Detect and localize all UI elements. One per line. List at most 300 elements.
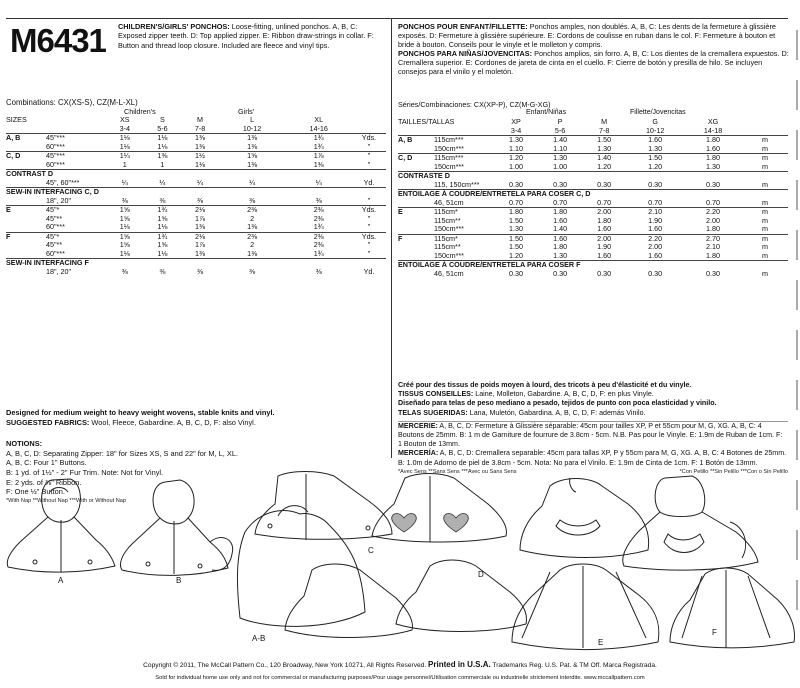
yardage-value: 1.80: [553, 242, 568, 251]
yardage-value: ¼: [159, 177, 166, 187]
yardage-value: 1.40: [582, 154, 626, 163]
section-label: SEW-IN INTERFACING C, D: [6, 188, 386, 197]
yardage-value: 1.90: [597, 242, 612, 251]
left-notion-item: F: One ½" Button.: [6, 487, 65, 497]
unit: ": [367, 248, 371, 258]
fabric-width: 150cm***: [434, 143, 464, 153]
yardage-value: 0.30: [648, 179, 663, 189]
yardage-value: 1⅛: [106, 134, 144, 143]
view-d-back-drawing: [396, 560, 526, 632]
fabric-width: 45", 60"***: [46, 177, 80, 187]
fabric-width: 45"***: [40, 152, 106, 161]
view-label: F: [6, 232, 40, 241]
size-cell: XP: [511, 117, 521, 126]
unit: ": [367, 222, 371, 231]
view-illustrations: [0, 462, 800, 662]
yardage-value: 1.80: [706, 250, 721, 260]
view-e-back-drawing: [512, 564, 659, 650]
yardage-value: ⅜: [249, 266, 256, 276]
right-size-groups: [398, 109, 788, 118]
yardage-value: 0.70: [706, 197, 721, 207]
trademark-text: Trademarks Reg. U.S. Pat. & TM Off. Marca Registrada.: [492, 662, 657, 669]
unit: Yd.: [363, 177, 375, 187]
yardage-value: 1¾: [313, 141, 324, 151]
yardage-value: 2.20: [684, 208, 742, 217]
yardage-value: 1.30: [648, 143, 663, 153]
left-yardage: [6, 98, 386, 276]
ponchos-line-art: [0, 462, 800, 662]
size-cell: XG: [707, 117, 719, 126]
copyright-line: [0, 660, 800, 669]
yardage-value: 1.80: [706, 224, 721, 233]
fabric-width: 18", 20": [46, 195, 72, 205]
yardage-value: 1.80: [538, 208, 582, 217]
french-desc-title: PONCHOS POUR ENFANT/FILLETTE:: [398, 22, 528, 31]
view-label: A, B: [6, 134, 40, 143]
yardage-value: 1⅝: [157, 213, 168, 223]
yardage-value: 1.50: [494, 234, 538, 243]
yardage-value: 1⅜: [195, 222, 206, 231]
unit: m: [742, 154, 788, 163]
yardage-value: 2: [250, 213, 255, 223]
english-description: [118, 22, 384, 50]
yardage-value: 1⅞: [195, 240, 206, 249]
yardage-row: [6, 223, 386, 232]
view-b-drawing: [120, 480, 232, 575]
view-label-a: A: [58, 576, 64, 585]
yardage-value: 1⅛: [195, 159, 206, 169]
yardage-value: ¼: [197, 177, 204, 187]
size-cell: XS: [120, 115, 130, 124]
yardage-value: 1⅛: [157, 248, 168, 258]
yardage-value: 1¾: [313, 222, 324, 231]
right-descriptions: [398, 22, 790, 77]
left-nap-legend: *With Nap **Without Nap ***With or Without Nap: [6, 497, 127, 504]
yardage-value: 1.60: [626, 136, 684, 145]
yardage-value: 1⅜: [247, 222, 258, 231]
es-designed-note: Diseñado para telas de peso mediano a pesado, tejidos de punto con poca elasticidad y vinilo.: [398, 399, 717, 408]
yardage-value: 1⅝: [119, 213, 130, 223]
yardage-value: 2⅜: [313, 240, 324, 249]
yardage-value: ⅜: [197, 195, 204, 205]
unit: Yds.: [352, 206, 386, 215]
view-f-back-drawing: [670, 568, 794, 648]
view-label: F: [398, 234, 428, 243]
yardage-row: [6, 268, 386, 277]
yardage-value: 1.60: [706, 143, 721, 153]
yardage-value: 1⅝: [119, 240, 130, 249]
yardage-value: 1.10: [509, 143, 524, 153]
yardage-value: 1¾: [144, 206, 182, 215]
es-notions: A, B, C, D: Cremallera separable: 45cm para tallas XP, P y 55cm para M, G, XG. A, B, C: 4 Botones de 25mm. B: 1.0m de Adorno de piel de 3.8cm - 5cm. Nota: No para el Vinilo. E: 1.9m de Cinta de 1cm. F: 1 Botón de 13mm.: [398, 449, 787, 467]
yardage-value: 2.70: [684, 234, 742, 243]
left-notions-label: NOTIONS:: [6, 439, 43, 449]
yardage-value: 0.30: [509, 268, 524, 278]
yardage-value: 0.70: [553, 197, 568, 207]
yardage-value: 1⅝: [106, 206, 144, 215]
yardage-value: 1.90: [648, 215, 663, 225]
left-sizes-label: SIZES: [6, 115, 27, 124]
yardage-value: 1⅛: [157, 141, 168, 151]
unit: m: [762, 179, 768, 189]
right-yardage-table: [398, 118, 788, 278]
unit: Yd.: [363, 266, 375, 276]
yardage-value: 1⅜: [247, 159, 258, 169]
fabric-width: 18", 20": [46, 266, 72, 276]
yardage-value: 1.20: [509, 250, 524, 260]
yardage-value: 1.80: [684, 154, 742, 163]
unit: m: [762, 268, 768, 278]
yardage-value: 1.50: [582, 136, 626, 145]
yardage-value: ⅜: [159, 266, 166, 276]
spanish-description: [398, 49, 790, 76]
yardage-value: 1.80: [494, 208, 538, 217]
yardage-value: 1⅜: [144, 152, 182, 161]
fabric-width: 115cm*: [428, 208, 494, 217]
yardage-value: 0.70: [597, 197, 612, 207]
yardage-value: 0.30: [509, 179, 524, 189]
right-group-fillette: Fillette/Jovencitas: [630, 109, 686, 116]
yardage-value: 1.60: [538, 234, 582, 243]
fabric-width: 45"**: [46, 213, 63, 223]
right-combinations: Séries/Combinaciones: CX(XP-P), CZ(M-G-XG): [398, 100, 551, 109]
yardage-value: 2⅜: [219, 206, 286, 215]
unit: m: [762, 197, 768, 207]
yardage-value: 1.50: [509, 242, 524, 251]
left-fabrics: Wool, Fleece, Gabardine. A, B, C, D, F: also Vinyl.: [91, 417, 256, 427]
es-nap-legend: *Con Pelillo **Sin Pelillo ***Con o Sin Pelillo: [679, 468, 788, 475]
yardage-value: 2⅛: [181, 206, 219, 215]
yardage-value: 1¾: [313, 248, 324, 258]
yardage-value: 2.10: [706, 242, 721, 251]
unit: m: [762, 161, 768, 171]
yardage-value: 1.50: [509, 215, 524, 225]
size-cell: XL: [314, 115, 324, 124]
yardage-value: 1.30: [706, 161, 721, 171]
yardage-value: 1.00: [553, 161, 568, 171]
yardage-value: 1⅛: [119, 141, 130, 151]
yardage-value: 1⅜: [195, 141, 206, 151]
column-divider: [391, 18, 392, 458]
unit: m: [742, 208, 788, 217]
view-label: [398, 225, 428, 234]
section-label: ENTOILAGE À COUDRE/ENTRETELA PARA COSER C, D: [398, 190, 788, 199]
yardage-value: 1.60: [553, 215, 568, 225]
yardage-value: 2⅜: [219, 232, 286, 241]
fabric-width: 115cm***: [428, 154, 494, 163]
view-label-b: B: [176, 576, 182, 585]
yardage-value: 1.10: [553, 143, 568, 153]
french-description: [398, 22, 790, 49]
view-label-ab: A-B: [252, 634, 266, 643]
yardage-value: 1⅞: [285, 152, 352, 161]
yardage-value: 2⅜: [313, 213, 324, 223]
view-f-drawing: [623, 476, 758, 570]
english-desc-body: Loose-fitting, unlined ponchos. A, B, C: Exposed zipper teeth. D: Top applied zipper. E: Ribbon draw-strings in collar. F: Button and thread loop closure. Included are fleece and vinyl tips.: [118, 22, 374, 50]
unit: m: [762, 224, 768, 233]
age-cell: 5-6: [157, 123, 168, 133]
yardage-value: 1⅛: [119, 222, 130, 231]
yardage-value: 2.10: [626, 208, 684, 217]
view-label: [398, 217, 428, 226]
unit: m: [762, 215, 768, 225]
right-sizes-label: TAILLES/TALLAS: [398, 117, 455, 126]
left-combinations: Combinations: CX(XS-S), CZ(M-L-XL): [6, 98, 138, 107]
view-a-drawing: [7, 479, 115, 572]
size-cell: S: [160, 115, 165, 124]
copyright-text: Copyright © 2011, The McCall Pattern Co., 120 Broadway, New York 10271, All Rights Reserved.: [143, 662, 427, 669]
yardage-value: 1.20: [494, 154, 538, 163]
yardage-value: 1⅝: [106, 232, 144, 241]
yardage-value: 1.40: [538, 136, 582, 145]
yardage-value: 0.30: [597, 268, 612, 278]
unit: m: [762, 250, 768, 260]
unit: Yds.: [352, 232, 386, 241]
fabric-width: 45"*: [40, 232, 106, 241]
left-notion-item: A, B, C: Four 1" Buttons.: [6, 458, 87, 468]
size-cell: P: [557, 117, 563, 126]
yardage-value: ¼: [249, 177, 256, 187]
yardage-value: 1⅝: [219, 152, 286, 161]
yardage-value: 1.20: [648, 161, 663, 171]
view-label: [6, 215, 40, 224]
left-group-girls: Girls': [238, 107, 255, 116]
view-label: A, B: [398, 136, 428, 145]
view-label: C, D: [6, 152, 40, 161]
fabric-width: 115, 150cm***: [434, 179, 480, 189]
age-cell: 14-16: [309, 123, 328, 133]
yardage-value: ⅜: [159, 195, 166, 205]
unit: ": [367, 141, 371, 151]
fabric-width: 150cm***: [434, 250, 464, 260]
fr-nap-legend: *Avec Sens **Sans Sens ***Avec ou Sans Sens: [398, 468, 517, 475]
unit: ": [367, 213, 371, 223]
yardage-value: 1.30: [553, 250, 568, 260]
fabric-width: 45"*: [40, 206, 106, 215]
yardage-value: 2: [250, 240, 255, 249]
yardage-row: [398, 163, 788, 172]
unit: ": [352, 152, 386, 161]
perforation-edge: [794, 0, 800, 688]
fr-notions-label: MERCERIE:: [398, 421, 438, 430]
yardage-value: ⅜: [197, 266, 204, 276]
printed-in: Printed in U.S.A.: [428, 660, 491, 669]
yardage-row: [6, 161, 386, 170]
fabric-width: 150cm***: [434, 224, 464, 233]
yardage-value: 1¾: [144, 232, 182, 241]
spanish-desc-body: Ponchos amplios, sin forro. A, B, C: Los dientes de la cremallera expuestos. D: Cremallera superior. E: Cordones de jareta de cinta en el cuello. F: Cierre de botón y presilla de hilo. Se incluyen consejos para el vinilo y el moletón.: [398, 49, 789, 77]
view-ab-back-drawing: [237, 506, 365, 627]
view-label-f: F: [712, 628, 717, 637]
fabric-width: 60"***: [46, 248, 65, 258]
english-desc-title: CHILDREN'S/GIRLS' PONCHOS:: [118, 22, 230, 31]
unit: ": [367, 240, 371, 249]
age-cell: 3-4: [119, 123, 130, 133]
yardage-value: 1⅞: [195, 213, 206, 223]
yardage-value: 1.50: [626, 154, 684, 163]
yardage-value: 1: [160, 159, 165, 169]
yardage-value: 1½: [181, 152, 219, 161]
view-label: C, D: [398, 154, 428, 163]
yardage-value: 2.20: [626, 234, 684, 243]
yardage-value: 0.70: [509, 197, 524, 207]
left-notion-item: E: 2 yds. of ⅜" Ribbon.: [6, 477, 82, 487]
yardage-row: [398, 270, 788, 279]
yardage-value: 1.80: [597, 215, 612, 225]
yardage-value: 1.00: [509, 161, 524, 171]
yardage-value: ⅜: [315, 266, 322, 276]
right-group-enfant: Enfant/Niñas: [526, 109, 567, 116]
fabric-width: 60"***: [46, 141, 65, 151]
unit: ": [367, 195, 371, 205]
view-label-c: C: [368, 546, 374, 555]
size-cell: M: [601, 117, 608, 126]
unit: m: [742, 136, 788, 145]
age-cell: 3-4: [510, 125, 522, 135]
view-label-e: E: [598, 638, 604, 647]
view-c-drawing: [255, 472, 392, 541]
fr-fabrics-label: TISSUS CONSEILLES:: [398, 390, 474, 399]
left-designed-note: Designed for medium weight to heavy weight wovens, stable knits and vinyl.: [6, 408, 275, 417]
yardage-value: 0.70: [648, 197, 663, 207]
yardage-value: 0.30: [706, 268, 721, 278]
age-cell: 5-6: [554, 125, 566, 135]
yardage-value: 1.60: [597, 224, 612, 233]
size-cell: G: [652, 117, 658, 126]
yardage-value: 1⅜: [313, 159, 324, 169]
unit: m: [742, 234, 788, 243]
section-label: SEW-IN INTERFACING F: [6, 259, 386, 268]
view-label: E: [6, 206, 40, 215]
yardage-value: 2⅜: [285, 206, 352, 215]
legal-line: Sold for individual home use only and not for commercial or manufacturing purposes/Pour usage personnel/Utilisation commerciale ou industrielle strictement interdite. www.mccallpattern.com: [155, 675, 645, 681]
yardage-value: 1.40: [553, 224, 568, 233]
fabric-width: 115cm**: [434, 215, 461, 225]
view-label: [398, 243, 428, 252]
yardage-value: 2.00: [582, 234, 626, 243]
yardage-value: 0.30: [553, 179, 568, 189]
yardage-value: ⅜: [121, 266, 128, 276]
yardage-value: 1⅜: [219, 134, 286, 143]
yardage-value: ¼: [315, 177, 322, 187]
fr-designed-note: Créé pour des tissus de poids moyen à lourd, des tricots à peu d'élasticité et du vinyle.: [398, 381, 692, 389]
yardage-value: 1.30: [597, 143, 612, 153]
size-cell: L: [250, 115, 255, 124]
es-notions-label: MERCERÍA:: [398, 449, 439, 458]
yardage-value: 2.00: [706, 215, 721, 225]
age-cell: 7-8: [598, 125, 610, 135]
yardage-value: 0.30: [648, 268, 663, 278]
yardage-value: ⅜: [315, 195, 322, 205]
yardage-value: 2⅜: [285, 232, 352, 241]
left-size-groups: [6, 107, 386, 116]
age-cell: 10-12: [242, 123, 262, 133]
es-fabrics-label: TELAS SUGERIDAS:: [398, 408, 468, 417]
yardage-value: 1.80: [684, 136, 742, 145]
fabric-width: 115cm**: [434, 242, 461, 251]
yardage-value: 2.00: [582, 208, 626, 217]
left-yardage-table: [6, 116, 386, 276]
yardage-value: 1.30: [494, 136, 538, 145]
age-cell: 10-12: [645, 125, 665, 135]
yardage-value: 0.30: [553, 268, 568, 278]
view-label: [6, 223, 40, 232]
fabric-width: 115cm***: [428, 136, 494, 145]
unit: m: [762, 143, 768, 153]
es-fabrics: Lana, Muletón, Gabardina. A, B, C, D, F: además Vinilo.: [469, 408, 646, 417]
fabric-width: 60"***: [46, 159, 65, 169]
unit: ": [367, 159, 371, 169]
yardage-value: ⅜: [249, 195, 256, 205]
yardage-value: 0.30: [706, 179, 721, 189]
view-label: [398, 270, 428, 279]
right-size-header: [398, 118, 788, 127]
yardage-value: 1⅜: [247, 141, 258, 151]
unit: m: [762, 242, 768, 251]
size-cell: M: [197, 115, 204, 124]
yardage-value: 1⅜: [195, 248, 206, 258]
view-label: [6, 268, 40, 277]
left-notion-item: B: 1 yd. of 1½" - 2" Fur Trim. Note: Not for Vinyl.: [6, 467, 164, 477]
yardage-value: 1.60: [648, 250, 663, 260]
yardage-value: 1⅛: [157, 222, 168, 231]
yardage-value: 1¼: [106, 152, 144, 161]
yardage-value: 1.60: [597, 250, 612, 260]
pattern-number: M6431: [10, 22, 106, 59]
yardage-value: 1⅜: [181, 134, 219, 143]
age-cell: 7-8: [194, 123, 206, 133]
yardage-value: 1⅛: [119, 248, 130, 258]
yardage-value: 1¾: [285, 134, 352, 143]
yardage-value: 2⅛: [181, 232, 219, 241]
section-label: ENTOILAGE À COUDRE/ENTRETELA PARA COSER F: [398, 261, 788, 270]
fabric-width: 46, 51cm: [434, 197, 464, 207]
fabric-width: 45"**: [46, 240, 63, 249]
section-label: CONTRAST D: [6, 170, 386, 179]
fabric-width: 115cm*: [428, 234, 494, 243]
yardage-value: ⅜: [121, 195, 128, 205]
right-yardage: [398, 100, 788, 278]
fabric-width: 45"***: [40, 134, 106, 143]
view-label: [6, 241, 40, 250]
view-label: E: [398, 208, 428, 217]
left-notion-item: A, B, C, D: Separating Zipper: 18" for Sizes XS, S and 22" for M, L, XL.: [6, 448, 239, 458]
spanish-desc-title: PONCHOS PARA NIÑAS/JOVENCITAS:: [398, 49, 533, 59]
view-label-d: D: [478, 570, 484, 579]
yardage-value: 1.30: [509, 224, 524, 233]
yardage-value: ¼: [121, 177, 128, 187]
fr-notions: A, B, C, D: Fermeture à Glissière séparable: 45cm pour tailles XP, P et 55cm pour M, G, XG. A, B, C: 4 Boutons de 25mm. B: 1 m de Garniture de fourrure de 3.8cm - 5cm. N.B. Pas pour le Vinyle. E: 1.9m de Ruban de 1cm. F: 1 Bouton de 13mm.: [398, 421, 783, 449]
unit: Yds.: [352, 134, 386, 143]
fabric-width: 150cm***: [434, 161, 464, 171]
yardage-value: 2.00: [648, 242, 663, 251]
yardage-value: 1: [122, 159, 127, 169]
view-label: [6, 197, 40, 206]
section-label: CONTRASTE D: [398, 172, 788, 181]
left-fabrics-label: SUGGESTED FABRICS:: [6, 417, 90, 427]
yardage-value: 1.60: [648, 224, 663, 233]
age-cell: 14-18: [703, 125, 723, 135]
left-group-children: Children's: [124, 107, 156, 116]
yardage-value: 1.30: [538, 154, 582, 163]
yardage-value: 1⅜: [247, 248, 258, 258]
yardage-row: [398, 225, 788, 234]
yardage-value: 0.30: [597, 179, 612, 189]
yardage-value: 1⅛: [144, 134, 182, 143]
top-rule: [6, 18, 788, 19]
fabric-width: 60"***: [46, 222, 65, 231]
fr-fabrics: Laine, Molleton, Gabardine. A, B, C, D, F: en plus Vinyle.: [475, 390, 654, 399]
